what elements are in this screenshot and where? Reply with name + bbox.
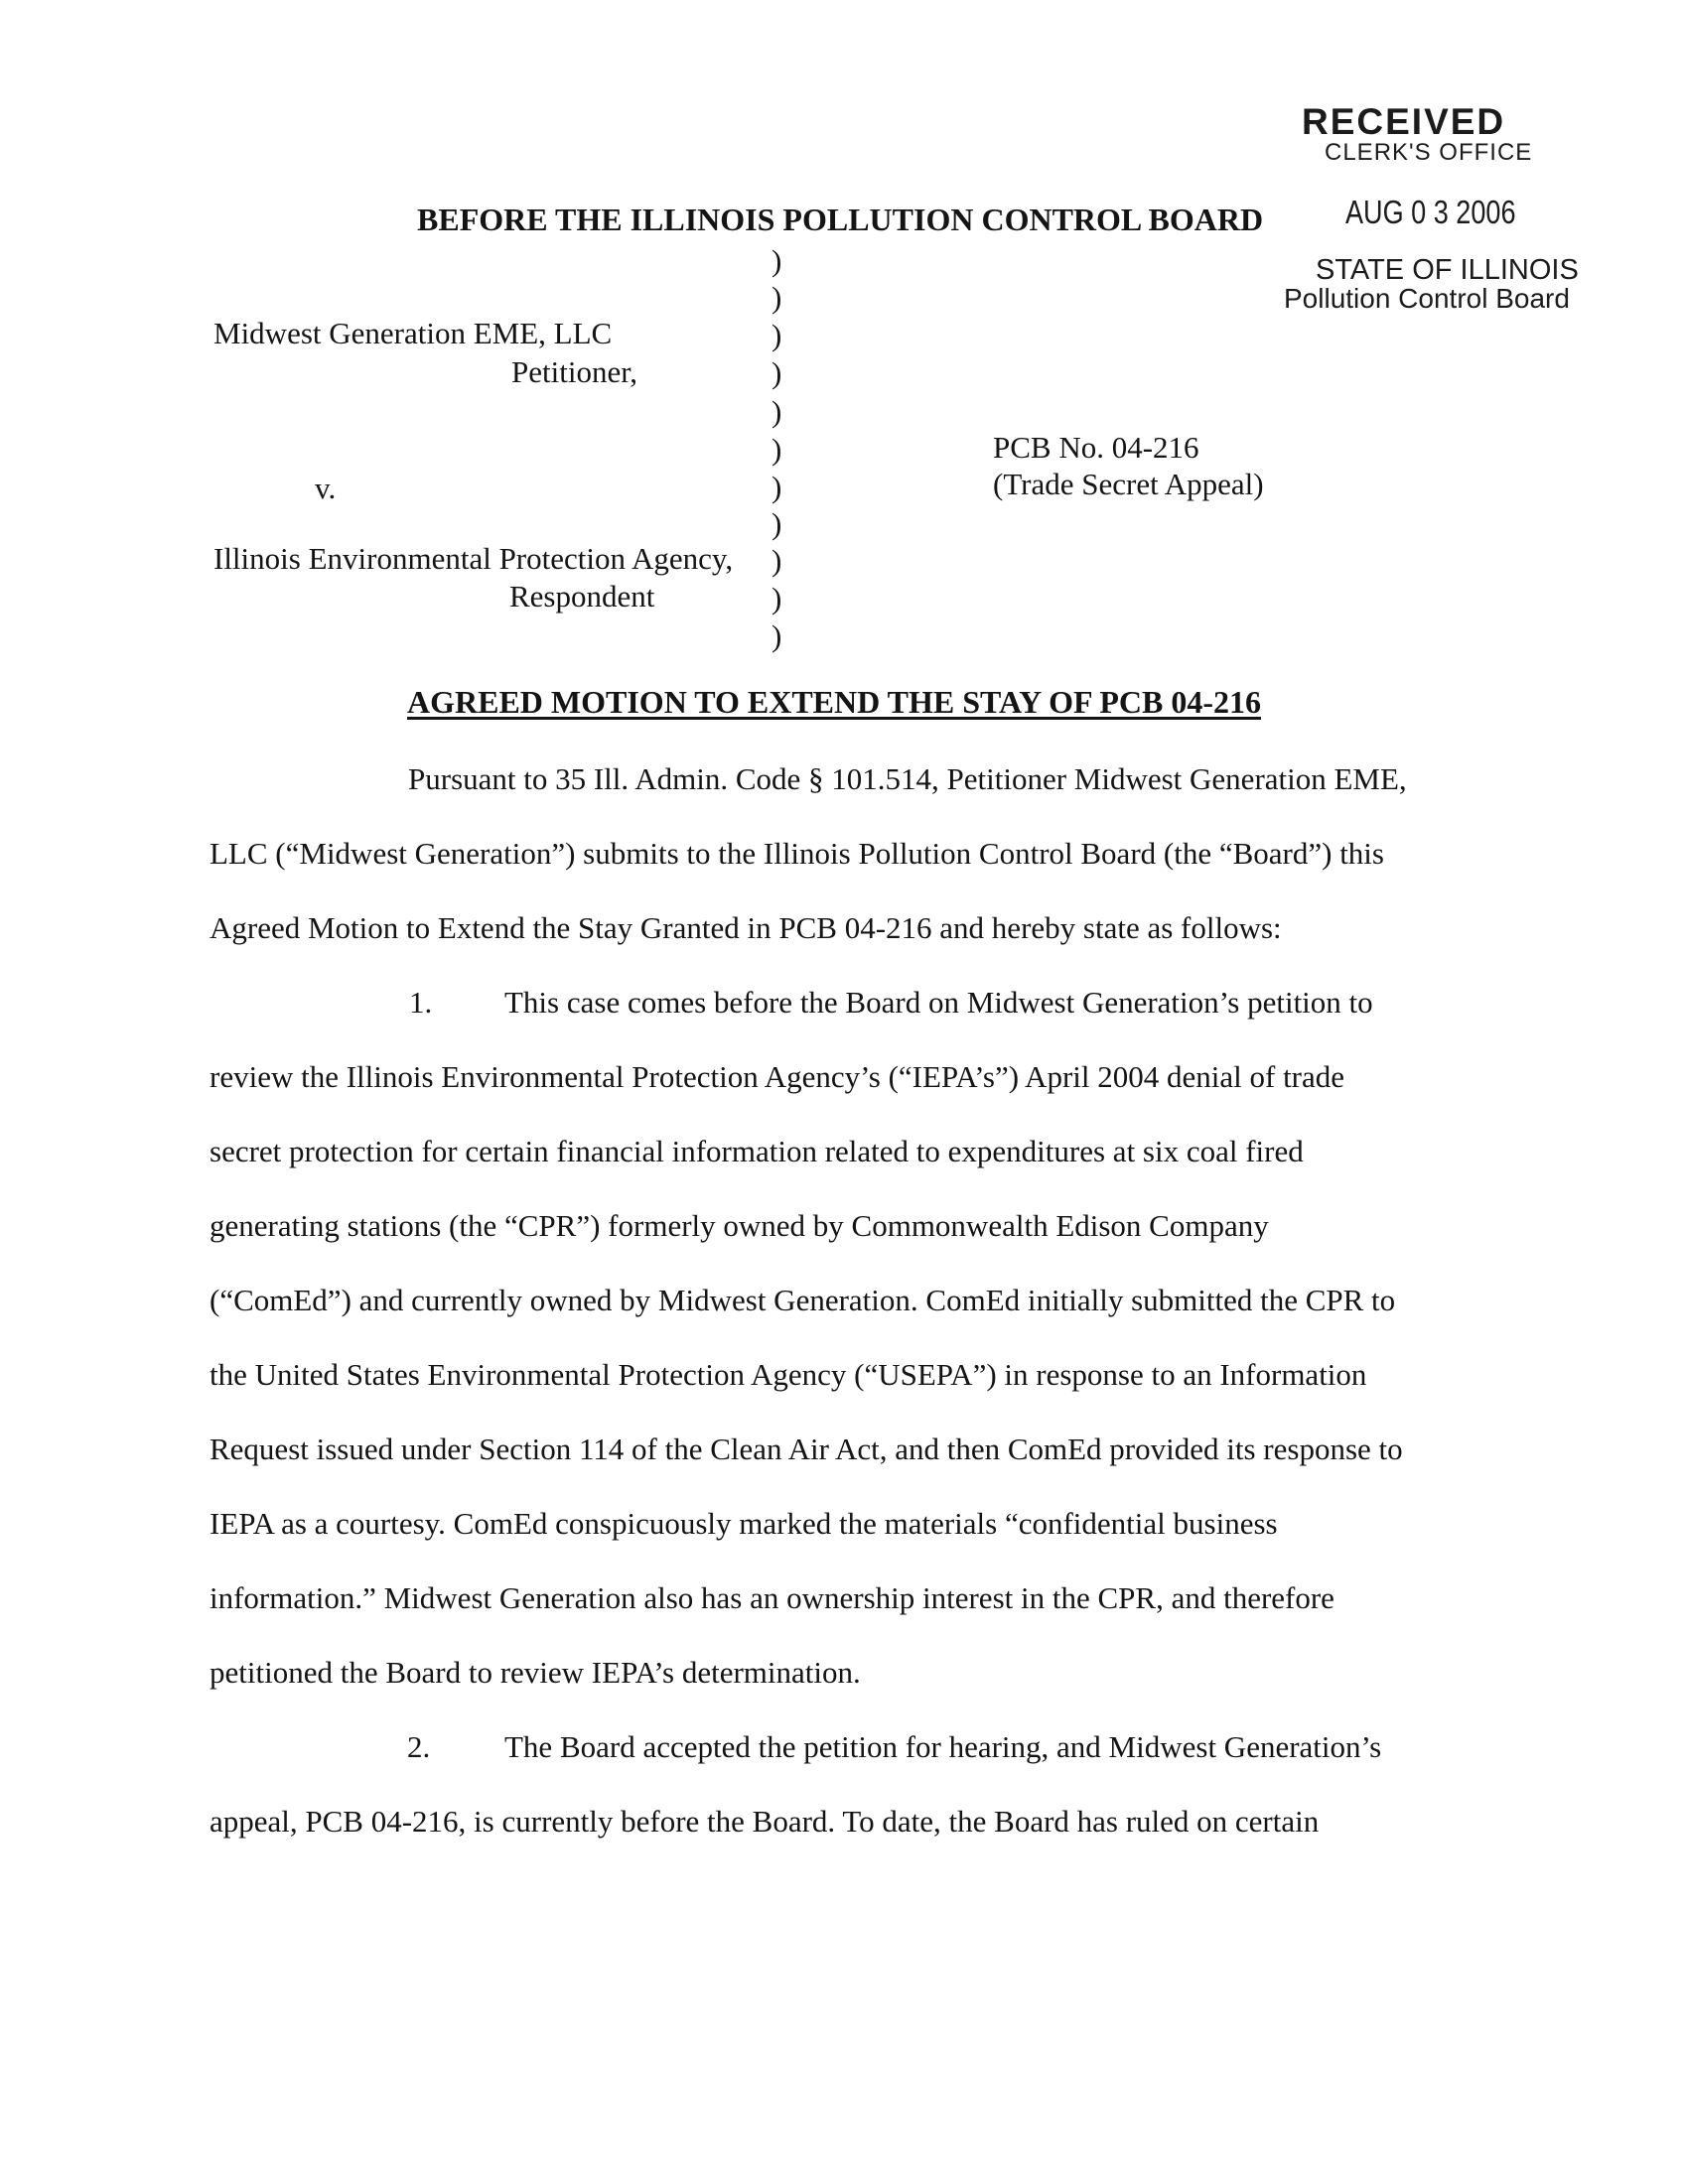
respondent-role: Respondent [509,579,655,614]
caption-paren: ) [772,394,782,429]
body-line: Agreed Motion to Extend the Stay Granted in PCB 04-216 and hereby state as follows: [210,910,1282,945]
body-line: IEPA as a courtesy. ComEd conspicuously marked the materials “confidential business [210,1506,1278,1541]
petitioner-role: Petitioner, [511,354,638,389]
case-type: (Trade Secret Appeal) [993,467,1264,501]
caption-paren: ) [772,318,782,352]
case-number: PCB No. 04-216 [993,430,1199,465]
caption-paren: ) [772,618,782,653]
caption-paren: ) [772,581,782,615]
body-line: appeal, PCB 04-216, is currently before the Board. To date, the Board has ruled on certain [210,1804,1320,1839]
received-stamp: RECEIVED [1302,101,1506,142]
paragraph-number: 1. [409,985,433,1020]
body-line: information.” Midwest Generation also has an ownership interest in the CPR, and therefore [210,1580,1334,1615]
body-line: petitioned the Board to review IEPA’s determination. [210,1655,861,1690]
caption-paren: ) [772,506,782,541]
stamp-date: AUG 0 3 2006 [1345,194,1516,230]
body-line: review the Illinois Environmental Protection Agency’s (“IEPA’s”) April 2004 denial of trade [210,1059,1345,1094]
respondent-name: Illinois Environmental Protection Agency, [213,541,734,576]
caption-paren: ) [772,470,782,504]
body-line: Request issued under Section 114 of the Clean Air Act, and then ComEd provided its response to [210,1432,1403,1466]
motion-title: AGREED MOTION TO EXTEND THE STAY OF PCB 04-216 [407,684,1261,720]
body-line: secret protection for certain financial information related to expenditures at six coal fired [210,1134,1304,1168]
caption-paren: ) [772,280,782,315]
body-line: Pursuant to 35 Ill. Admin. Code § 101.514, Petitioner Midwest Generation EME, [408,761,1407,796]
page-title: BEFORE THE ILLINOIS POLLUTION CONTROL BOARD [417,202,1264,237]
caption-paren: ) [772,543,782,578]
caption-paren: ) [772,355,782,390]
body-line: the United States Environmental Protection Agency (“USEPA”) in response to an Information [210,1357,1367,1392]
body-line: This case comes before the Board on Midwest Generation’s petition to [504,985,1373,1020]
caption-paren: ) [772,243,782,278]
body-line: The Board accepted the petition for hearing, and Midwest Generation’s [504,1729,1382,1764]
body-line: generating stations (the “CPR”) formerly owned by Commonwealth Edison Company [210,1208,1269,1243]
caption-paren: ) [772,432,782,467]
versus-label: v. [315,471,337,505]
state-of-illinois-label: STATE OF ILLINOIS [1316,254,1579,286]
body-line: (“ComEd”) and currently owned by Midwest Generation. ComEd initially submitted the CPR to [210,1283,1396,1317]
paragraph-number: 2. [407,1729,431,1764]
pollution-control-board-label: Pollution Control Board [1284,283,1570,314]
clerks-office-label: CLERK'S OFFICE [1325,139,1533,166]
petitioner-name: Midwest Generation EME, LLC [213,316,613,350]
body-line: LLC (“Midwest Generation”) submits to the Illinois Pollution Control Board (the “Board”) this [210,836,1384,871]
